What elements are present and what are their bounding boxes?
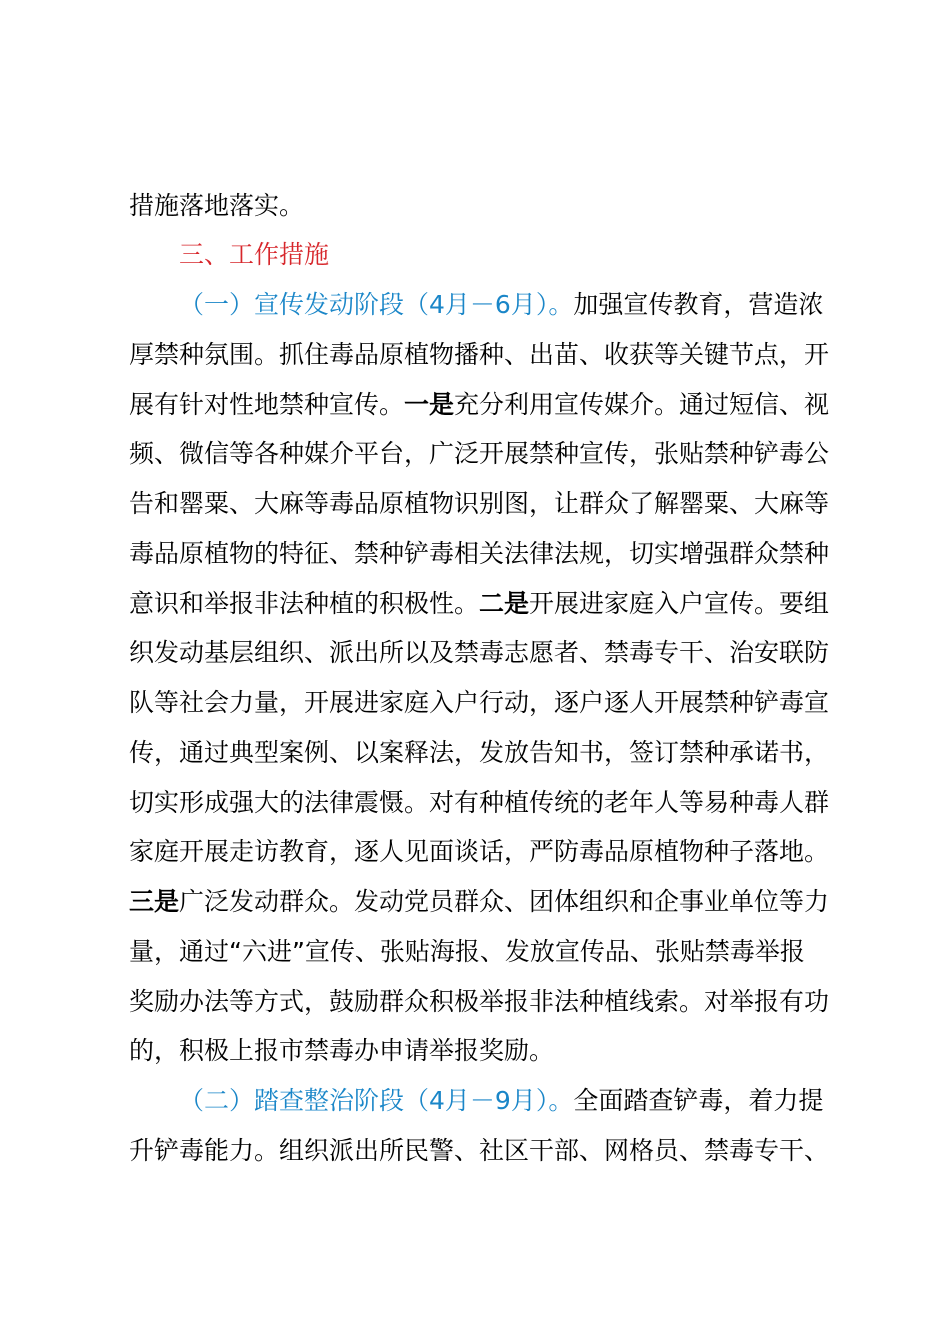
paragraph-line (129, 484, 859, 524)
body-text: 队等社会力量，开展进家庭入户行动，逐户逐人开展禁种铲毒宣 (129, 688, 830, 717)
paragraph-line (129, 186, 859, 226)
emphasis-text: 三是 (129, 887, 180, 916)
paragraph-line (129, 385, 859, 425)
paragraph-line (129, 434, 859, 474)
body-text: 厚禁种氛围。抓住毒品原植物播种、出苗、收获等关键节点，开 (129, 340, 830, 369)
body-text: 全面踏查铲毒，着力提 (573, 1086, 824, 1115)
subsection-heading-text: （二）踏查整治阶段（4月－9月）。 (179, 1086, 574, 1115)
body-text: 加强宣传教育，营造浓 (573, 290, 824, 319)
body-text: 意识和举报非法种植的积极性。 (129, 589, 480, 618)
body-text: 升铲毒能力。组织派出所民警、社区干部、网格员、禁毒专干、 (129, 1136, 830, 1165)
body-text: 展有针对性地禁种宣传。 (129, 390, 405, 419)
body-text: 家庭开展走访教育，逐人见面谈话，严防毒品原植物种子落地。 (129, 837, 830, 866)
paragraph-line (179, 285, 859, 325)
body-text: 传，通过典型案例、以案释法，发放告知书，签订禁种承诺书， (129, 738, 830, 767)
body-text: 充分利用宣传媒介。通过短信、视 (454, 390, 830, 419)
body-text: 织发动基层组织、派出所以及禁毒志愿者、禁毒专干、治安联防 (129, 638, 830, 667)
body-text: 切实形成强大的法律震慑。对有种植传统的老年人等易种毒人群 (129, 788, 830, 817)
body-text: 措施落地落实。 (129, 191, 305, 220)
body-text: 告和罂粟、大麻等毒品原植物识别图，让群众了解罂粟、大麻等 (129, 489, 830, 518)
section-heading-text: 三、工作措施 (179, 240, 330, 269)
paragraph-line (129, 882, 859, 922)
paragraph-line (129, 832, 859, 872)
body-text: 奖励办法等方式，鼓励群众积极举报非法种植线索。对举报有功 (129, 987, 830, 1016)
paragraph-line (129, 1031, 859, 1071)
section-heading (179, 235, 859, 275)
paragraph-line (129, 982, 859, 1022)
body-text: 毒品原植物的特征、禁种铲毒相关法律法规，切实增强群众禁种 (129, 539, 830, 568)
paragraph-line (129, 1131, 859, 1171)
body-text: 的，积极上报市禁毒办申请举报奖励。 (129, 1036, 555, 1065)
subsection-heading-text: （一）宣传发动阶段（4月－6月）。 (179, 290, 574, 319)
body-text: 广泛发动群众。发动党员群众、团体组织和企事业单位等力 (179, 887, 830, 916)
body-text: 量，通过“六进”宣传、张贴海报、发放宣传品、张贴禁毒举报 (129, 937, 805, 966)
emphasis-text: 二是 (479, 589, 530, 618)
paragraph-line (179, 1081, 859, 1121)
emphasis-text: 一是 (404, 390, 455, 419)
paragraph-line (129, 683, 859, 723)
paragraph-line (129, 534, 859, 574)
body-text: 开展进家庭入户宣传。要组 (529, 589, 830, 618)
paragraph-line (129, 633, 859, 673)
body-text: 频、微信等各种媒介平台，广泛开展禁种宣传，张贴禁种铲毒公 (129, 439, 830, 468)
paragraph-line (129, 733, 859, 773)
paragraph-line (129, 335, 859, 375)
paragraph-line (129, 783, 859, 823)
paragraph-line (129, 932, 859, 972)
paragraph-line (129, 584, 859, 624)
